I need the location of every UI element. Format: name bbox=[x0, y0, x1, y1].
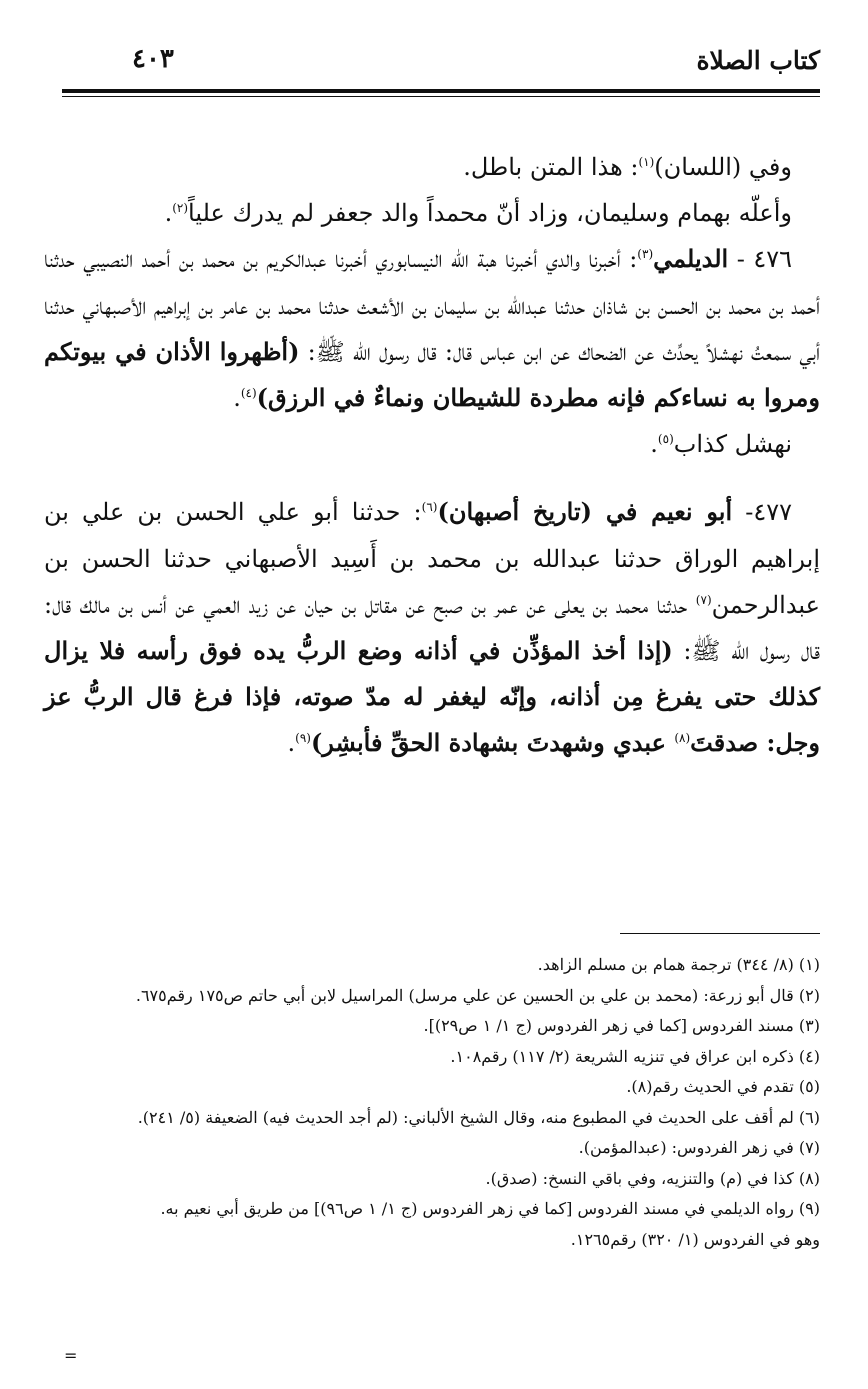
footnote-ref: (٩) bbox=[295, 731, 311, 746]
paragraph-illa: وأعلّه بهمام وسليمان، وزاد أنّ محمداً والد جعفر لم يدرك علياً$^{(٢)}$. bbox=[164, 199, 792, 228]
paragraph-nahshal: نهشل كذاب$^{(٥)}$. bbox=[650, 430, 792, 459]
footnote-9: (٩) رواه الديلمي في مسند الفردوس [كما في زهر الفردوس (ج ١/ ١ ص٩٦)] من طريق أبي نعيم به. bbox=[160, 1199, 820, 1218]
footnote-5: (٥) تقدم في الحديث رقم(٨). bbox=[626, 1077, 820, 1096]
footnote-ref: (٢) bbox=[172, 201, 189, 216]
main-text bbox=[44, 144, 820, 767]
footnote-8: (٨) كذا في (م) والتنزيه، وفي باقي النسخ: (صدق). bbox=[485, 1168, 820, 1188]
isnad: : أخبرنا والدي أخبرنا هبة الله النيسابوري أخبرنا عبدالكريم بن محمد بن أحمد النصيبي حدثنا أحمد بن محمد بن الحسن بن شاذان حدثنا عبدالله بن سليمان بن الأشعث حدثنا محمد بن عامر بن إبراهيم الأصبهاني حدثنا أبي سمعتُ نهشلاً يحدِّث عن الضحاك عن ابن عباس قال: قال رسول الله ﷺ: bbox=[44, 245, 820, 366]
footnote-7: (٧) في زهر الفردوس: (عبدالمؤمن). bbox=[578, 1138, 820, 1157]
hadith-source: أبو نعيم في (تاريخ أصبهان) bbox=[437, 497, 733, 527]
footnote-ref: (٥) bbox=[657, 432, 674, 447]
footnote-ref: (٦) bbox=[421, 500, 438, 515]
footnote-ref: (٨) bbox=[674, 731, 691, 746]
footnote-ref: (٤) bbox=[240, 386, 257, 401]
header-rule-thick bbox=[62, 89, 820, 93]
hadith-477: ٤٧٧- أبو نعيم في (تاريخ أصبهان)$^{(٦)}$: حدثنا أبو علي الحسن بن علي بن إبراهيم الوراق حدثنا عبدالله بن محمد بن أَسِيد الأصبهاني حدثنا الحسن بن عبدالرحمن$^{(٧)}$ حدثنا محمد بن يعلى عن عمر بن صبح عن مقاتل بن حيان عن زيد العمي عن أنس بن مالك قال: قال رسول الله ﷺ: (إذا أخذ المؤذِّن في أذانه وضع الربُّ يده فوق رأسه فلا يزال كذلك حتى يفرغ مِن أذانه، وإنّه ليغفر له مدّ صوته، فإذا فرغ قال الربُّ عز وجل: صدقتَ$^{(٨)}$ عبدي وشهدتَ بشهادة الحقِّ فأبشِر)$^{(٩)}$. bbox=[44, 497, 820, 758]
footnote-ref: (٣) bbox=[637, 247, 654, 262]
paragraph-lisan: وفي (اللسان)$^{(١)}$: هذا المتن باطل. bbox=[463, 153, 792, 181]
hadith-number: ٤٧٧- bbox=[732, 498, 792, 527]
matn-cont: عبدي وشهدتَ بشهادة الحقِّ فأبشِر) bbox=[310, 728, 675, 758]
isnad-cont: حدثنا محمد بن يعلى عن عمر بن صبح عن مقاتل بن حيان عن زيد العمي عن أنس بن مالك قال: قال رسول الله ﷺ: bbox=[44, 590, 820, 666]
hadith-number: ٤٧٦ - bbox=[728, 245, 792, 274]
matn: (أظهروا الأذان في بيوتكم ومروا به نساءكم فإنه مطردة للشيطان ونماءٌ في الرزق) bbox=[44, 336, 820, 413]
header-rule-thin bbox=[62, 96, 820, 97]
footnote-separator bbox=[620, 933, 820, 934]
isnad: : حدثنا أبو علي الحسن بن علي بن إبراهيم الوراق حدثنا عبدالله بن محمد بن أَسِيد الأصبهاني حدثنا الحسن بن عبدالرحمن bbox=[44, 498, 820, 619]
footnotes bbox=[30, 950, 820, 1255]
footnote-ref: (٧) bbox=[695, 592, 712, 607]
footnote-9-continued: وهو في الفردوس (١/ ٣٢٠) رقم١٢٦٥. bbox=[570, 1229, 820, 1249]
footnote-2: (٢) قال أبو زرعة: (محمد بن علي بن الحسين عن علي مرسل) المراسيل لابن أبي حاتم ص١٧٥ رقم٦٧٥. bbox=[135, 985, 820, 1005]
page-number: ٤٠٣ bbox=[132, 44, 174, 74]
footnote-3: (٣) مسند الفردوس [كما في زهر الفردوس (ج ١/ ١ ص٢٩)]. bbox=[423, 1016, 820, 1035]
hadith-source: الديلمي bbox=[653, 244, 729, 274]
footnote-6: (٦) لم أقف على الحديث في المطبوع منه، وقال الشيخ الألباني: (لم أجد الحديث فيه) الضعيفة (٥/ ٢٤١). bbox=[137, 1107, 820, 1127]
book-title: كتاب الصلاة bbox=[696, 46, 820, 75]
footnote-ref: (١) bbox=[638, 155, 655, 169]
running-header bbox=[62, 38, 820, 90]
footnote-4: (٤) ذكره ابن عراق في تنزيه الشريعة (٢/ ١١٧) رقم١٠٨. bbox=[450, 1046, 820, 1066]
matn: (إذا أخذ المؤذِّن في أذانه وضع الربُّ يده فوق رأسه فلا يزال كذلك حتى يفرغ مِن أذانه، وإنّه ليغفر له مدّ صوته، فإذا فرغ قال الربُّ عز وجل: صدقتَ bbox=[44, 636, 820, 758]
hadith-476: ٤٧٦ - الديلمي$^{(٣)}$: أخبرنا والدي أخبرنا هبة الله النيسابوري أخبرنا عبدالكريم بن محمد بن أحمد النصيبي حدثنا أحمد بن محمد بن الحسن بن شاذان حدثنا عبدالله بن سليمان بن الأشعث حدثنا محمد بن عامر بن إبراهيم الأصبهاني حدثنا أبي سمعتُ نهشلاً يحدِّث عن الضحاك عن ابن عباس قال: قال رسول الله ﷺ: (أظهروا الأذان في بيوتكم ومروا به نساءكم فإنه مطردة للشيطان ونماءٌ في الرزق)$^{(٤)}$. bbox=[44, 244, 820, 413]
continuation-mark: = bbox=[64, 1346, 78, 1365]
footnote-1: (١) (٨/ ٣٤٤) ترجمة همام بن مسلم الزاهد. bbox=[537, 955, 820, 974]
